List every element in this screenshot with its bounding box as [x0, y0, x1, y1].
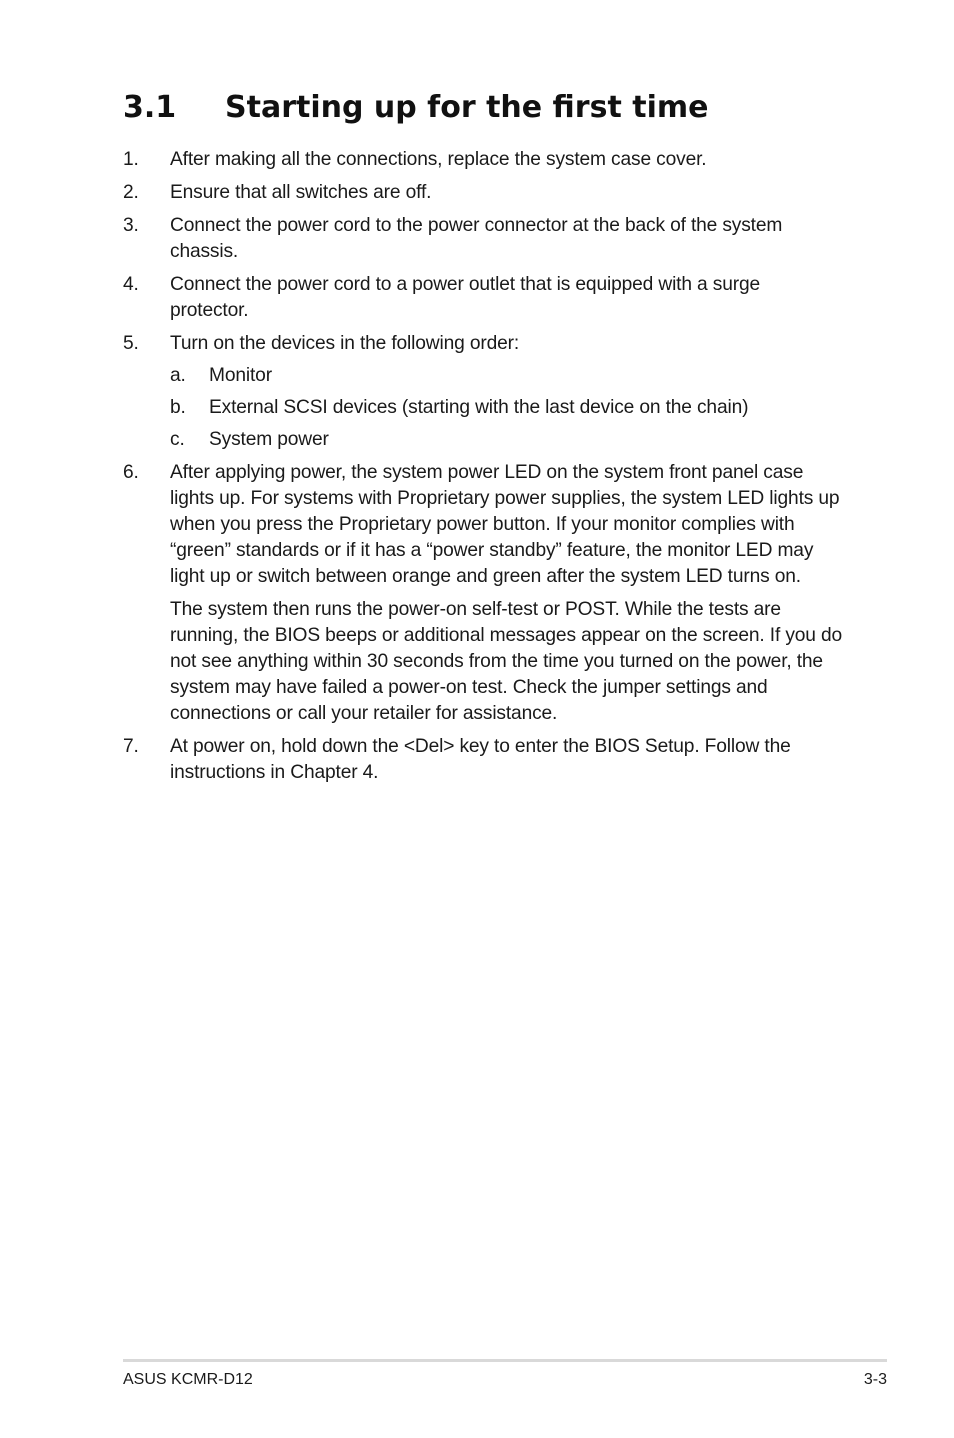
step-number: 4.	[123, 274, 139, 295]
footer-divider	[123, 1359, 887, 1362]
step-item	[123, 460, 843, 727]
footer-product-name: ASUS KCMR-D12	[123, 1371, 253, 1388]
step-number: 7.	[123, 736, 139, 757]
step-item	[123, 734, 843, 786]
step-item	[123, 331, 843, 453]
step-text: At power on, hold down the <Del> key to enter the BIOS Setup. Follow the instructions in Chapter 4.	[170, 736, 791, 783]
section-title: Starting up for the first time	[225, 90, 709, 125]
device-order-item	[170, 363, 843, 389]
section-number: 3.1	[123, 90, 177, 125]
step-text: After applying power, the system power LED on the system front panel case lights up. For systems with Proprietary power supplies, the system LED lights up when you press the Proprietary power button. If your monitor complies with “green” standards or if it has a “power standby” feature, the monitor LED may light up or switch between orange and green after the system LED turns on.	[170, 462, 840, 587]
device-order-letter: a.	[170, 365, 186, 386]
post-note-paragraph: The system then runs the power-on self-test or POST. While the tests are running, the BIOS beeps or additional messages appear on the screen. If you do not see anything within 30 seconds from the time you turned on the power, the system may have failed a power-on test. Check the jumper settings and connections or call your retailer for assistance.	[170, 599, 843, 724]
device-order-letter: c.	[170, 429, 185, 450]
step-number: 2.	[123, 182, 139, 203]
step-number: 5.	[123, 333, 139, 354]
step-text: Ensure that all switches are off.	[170, 182, 432, 203]
footer-page-number: 3-3	[863, 1371, 887, 1388]
section-heading	[123, 88, 708, 128]
device-order-text: System power	[209, 429, 329, 450]
step-text: Connect the power cord to the power connector at the back of the system chassis.	[170, 215, 783, 262]
device-order-item	[170, 395, 843, 421]
device-order-item	[170, 427, 843, 453]
device-order-text: Monitor	[209, 365, 272, 386]
device-order-letter: b.	[170, 397, 186, 418]
step-item	[123, 213, 843, 265]
step-number: 3.	[123, 215, 139, 236]
step-text: After making all the connections, replace the system case cover.	[170, 149, 707, 170]
step-number: 6.	[123, 462, 139, 483]
step-text: Turn on the devices in the following order:	[170, 333, 520, 354]
step-item	[123, 272, 843, 324]
step-item	[123, 147, 843, 173]
step-text: Connect the power cord to a power outlet that is equipped with a surge protector.	[170, 274, 761, 321]
step-number: 1.	[123, 149, 139, 170]
device-order-text: External SCSI devices (starting with the last device on the chain)	[209, 397, 749, 418]
step-item	[123, 180, 843, 206]
startup-steps-list	[123, 147, 843, 793]
